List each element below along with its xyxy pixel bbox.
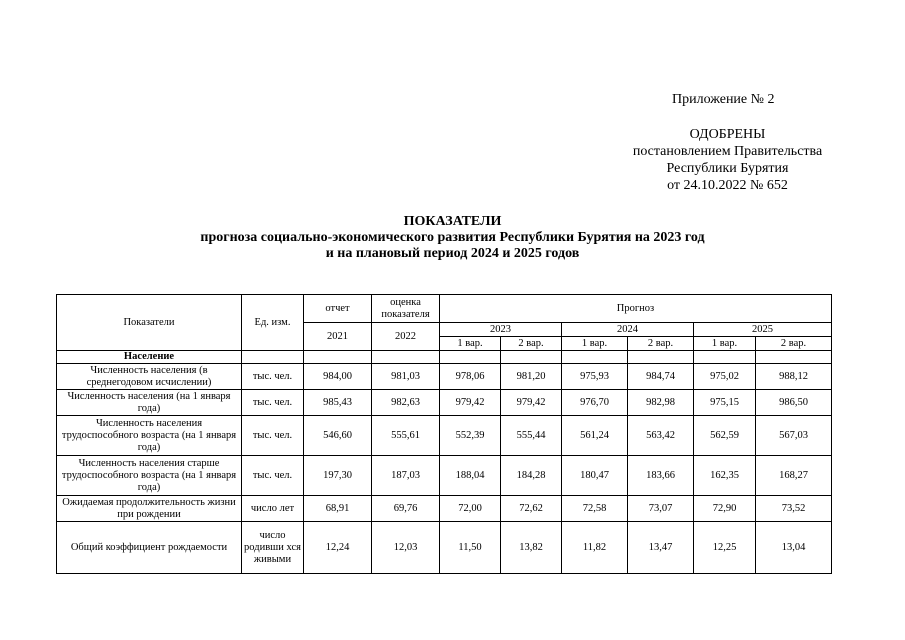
title-line-1: ПОКАЗАТЕЛИ <box>403 214 502 229</box>
indicators-table <box>56 294 832 574</box>
row-value: 984,00 <box>304 364 372 390</box>
row-value: 11,50 <box>440 522 501 574</box>
row-value: 975,02 <box>694 364 756 390</box>
title-line-3: и на плановый период 2024 и 2025 годов <box>325 246 580 261</box>
row-value: 13,82 <box>501 522 562 574</box>
table-row <box>57 496 832 522</box>
header-2025-var1: 1 вар. <box>694 337 756 351</box>
empty-cell <box>628 351 694 364</box>
row-value: 188,04 <box>440 456 501 496</box>
row-value: 552,39 <box>440 416 501 456</box>
title-line-2: прогноза социально-экономического развития Республики Бурятия на 2023 год <box>200 230 705 245</box>
row-value: 555,44 <box>501 416 562 456</box>
row-value: 12,24 <box>304 522 372 574</box>
row-value: 72,58 <box>562 496 628 522</box>
row-value: 981,03 <box>372 364 440 390</box>
row-value: 561,24 <box>562 416 628 456</box>
appendix-label: Приложение № 2 <box>672 92 775 107</box>
row-value: 13,47 <box>628 522 694 574</box>
header-year-2025: 2025 <box>694 323 832 337</box>
row-unit: тыс. чел. <box>242 364 304 390</box>
header-unit: Ед. изм. <box>242 295 304 351</box>
section-population: Население <box>57 351 242 364</box>
row-label: Численность населения трудоспособного возраста (на 1 января года) <box>57 416 242 456</box>
document-title <box>0 214 905 262</box>
row-value: 979,42 <box>440 390 501 416</box>
row-value: 197,30 <box>304 456 372 496</box>
row-value: 563,42 <box>628 416 694 456</box>
row-value: 988,12 <box>756 364 832 390</box>
row-value: 12,25 <box>694 522 756 574</box>
empty-cell <box>304 351 372 364</box>
empty-cell <box>756 351 832 364</box>
table-row <box>57 522 832 574</box>
row-value: 183,66 <box>628 456 694 496</box>
row-value: 73,52 <box>756 496 832 522</box>
table-row <box>57 456 832 496</box>
row-value: 986,50 <box>756 390 832 416</box>
row-value: 985,43 <box>304 390 372 416</box>
row-unit: тыс. чел. <box>242 416 304 456</box>
row-value: 69,76 <box>372 496 440 522</box>
header-2024-var1: 1 вар. <box>562 337 628 351</box>
row-label: Ожидаемая продолжительность жизни при рождении <box>57 496 242 522</box>
empty-cell <box>372 351 440 364</box>
header-forecast: Прогноз <box>440 295 832 323</box>
row-value: 168,27 <box>756 456 832 496</box>
header-2025-var2: 2 вар. <box>756 337 832 351</box>
row-label: Численность населения старше трудоспособного возраста (на 1 января года) <box>57 456 242 496</box>
empty-cell <box>562 351 628 364</box>
row-value: 12,03 <box>372 522 440 574</box>
row-value: 976,70 <box>562 390 628 416</box>
row-value: 975,93 <box>562 364 628 390</box>
row-value: 184,28 <box>501 456 562 496</box>
header-report: отчет <box>304 295 372 323</box>
row-value: 187,03 <box>372 456 440 496</box>
row-value: 11,82 <box>562 522 628 574</box>
row-value: 562,59 <box>694 416 756 456</box>
header-year-2022: 2022 <box>372 323 440 351</box>
row-value: 984,74 <box>628 364 694 390</box>
row-unit: тыс. чел. <box>242 390 304 416</box>
header-year-2023: 2023 <box>440 323 562 337</box>
row-unit: число лет <box>242 496 304 522</box>
header-2023-var1: 1 вар. <box>440 337 501 351</box>
row-value: 982,98 <box>628 390 694 416</box>
header-year-2024: 2024 <box>562 323 694 337</box>
row-value: 555,61 <box>372 416 440 456</box>
row-value: 72,90 <box>694 496 756 522</box>
header-2024-var2: 2 вар. <box>628 337 694 351</box>
row-value: 68,91 <box>304 496 372 522</box>
empty-cell <box>501 351 562 364</box>
header-year-2021: 2021 <box>304 323 372 351</box>
row-value: 981,20 <box>501 364 562 390</box>
header-2023-var2: 2 вар. <box>501 337 562 351</box>
row-value: 978,06 <box>440 364 501 390</box>
empty-cell <box>242 351 304 364</box>
row-label: Численность населения (в среднегодовом исчислении) <box>57 364 242 390</box>
table-row <box>57 390 832 416</box>
table-row <box>57 364 832 390</box>
row-value: 975,15 <box>694 390 756 416</box>
row-value: 73,07 <box>628 496 694 522</box>
row-value: 982,63 <box>372 390 440 416</box>
approved-date: от 24.10.2022 № 652 <box>667 178 788 193</box>
row-value: 72,62 <box>501 496 562 522</box>
empty-cell <box>694 351 756 364</box>
header-estimate: оценка показателя <box>372 295 440 323</box>
approved-by-line-1: постановлением Правительства <box>632 144 823 159</box>
approved-heading: ОДОБРЕНЫ <box>689 127 766 142</box>
row-label: Численность населения (на 1 января года) <box>57 390 242 416</box>
row-value: 546,60 <box>304 416 372 456</box>
row-value: 162,35 <box>694 456 756 496</box>
empty-cell <box>440 351 501 364</box>
row-unit: тыс. чел. <box>242 456 304 496</box>
row-label: Общий коэффициент рождаемости <box>57 522 242 574</box>
row-value: 567,03 <box>756 416 832 456</box>
row-value: 180,47 <box>562 456 628 496</box>
header-indicators: Показатели <box>57 295 242 351</box>
approval-block <box>600 126 855 194</box>
approved-by-line-2: Республики Бурятия <box>666 161 789 176</box>
row-unit: число родивши хся живыми <box>242 522 304 574</box>
row-value: 979,42 <box>501 390 562 416</box>
row-value: 13,04 <box>756 522 832 574</box>
table-row <box>57 416 832 456</box>
row-value: 72,00 <box>440 496 501 522</box>
